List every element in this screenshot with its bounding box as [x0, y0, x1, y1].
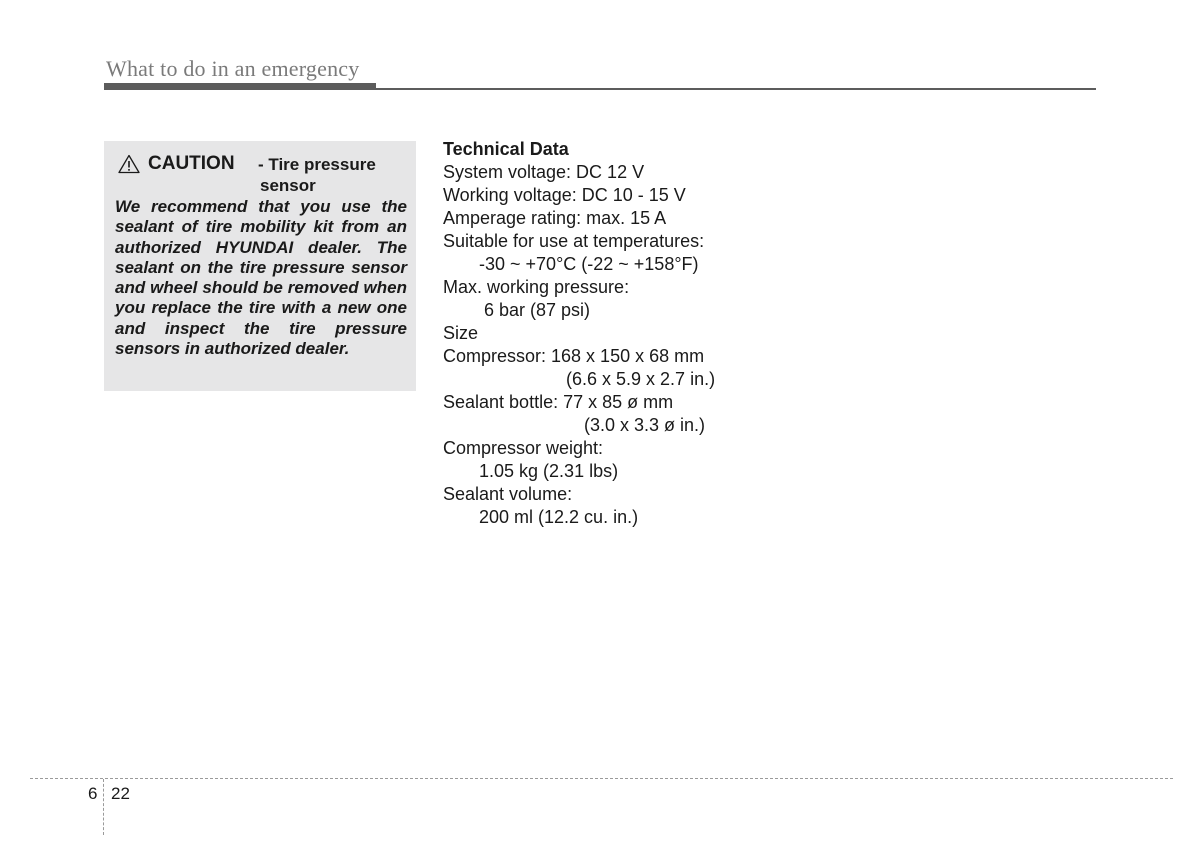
caution-body-text: We recommend that you use the sealant of tire mobility kit from an authorized HYUNDAI dealer. The sealant on the tire pressure sensor and wheel should be removed when you replace the tire with a new one and inspect the tire pressure sensors in authorized dealer. — [115, 197, 407, 359]
header-rule — [376, 88, 1096, 90]
size-label: Size — [443, 323, 479, 343]
header-rule-accent — [104, 83, 376, 90]
technical-data-title: Technical Data — [443, 139, 569, 159]
page-number: 22 — [111, 784, 130, 803]
warning-triangle-icon — [118, 154, 140, 174]
sealant-volume-label: Sealant volume: — [443, 484, 573, 504]
caution-box — [104, 141, 416, 391]
footer-divider — [103, 779, 104, 835]
pressure-label: Max. working pressure: — [443, 277, 630, 297]
sealant-volume-value: 200 ml (12.2 cu. in.) — [479, 507, 639, 527]
temperature-label: Suitable for use at temperatures: — [443, 231, 705, 251]
sealant-bottle-size: Sealant bottle: 77 x 85 ø mm — [443, 392, 674, 412]
caution-label: CAUTION — [148, 153, 235, 174]
system-voltage: System voltage: DC 12 V — [443, 162, 645, 182]
compressor-weight-label: Compressor weight: — [443, 438, 604, 458]
temperature-value: -30 ~ +70°C (-22 ~ +158°F) — [479, 254, 699, 274]
caution-heading — [115, 151, 407, 197]
chapter-number: 6 — [88, 784, 98, 803]
compressor-size-inches: (6.6 x 5.9 x 2.7 in.) — [566, 369, 716, 389]
sealant-bottle-size-inches: (3.0 x 3.3 ø in.) — [584, 415, 706, 435]
amperage-rating: Amperage rating: max. 15 A — [443, 208, 667, 228]
caution-subtitle-continued: sensor — [260, 176, 316, 195]
caution-subtitle: - Tire pressure — [258, 155, 376, 174]
page-header-title: What to do in an emergency — [106, 56, 360, 81]
compressor-size: Compressor: 168 x 150 x 68 mm — [443, 346, 705, 366]
technical-data-section — [443, 138, 715, 529]
footer-rule — [30, 778, 1173, 779]
compressor-weight-value: 1.05 kg (2.31 lbs) — [479, 461, 619, 481]
pressure-value: 6 bar (87 psi) — [484, 300, 591, 320]
working-voltage: Working voltage: DC 10 - 15 V — [443, 185, 686, 205]
